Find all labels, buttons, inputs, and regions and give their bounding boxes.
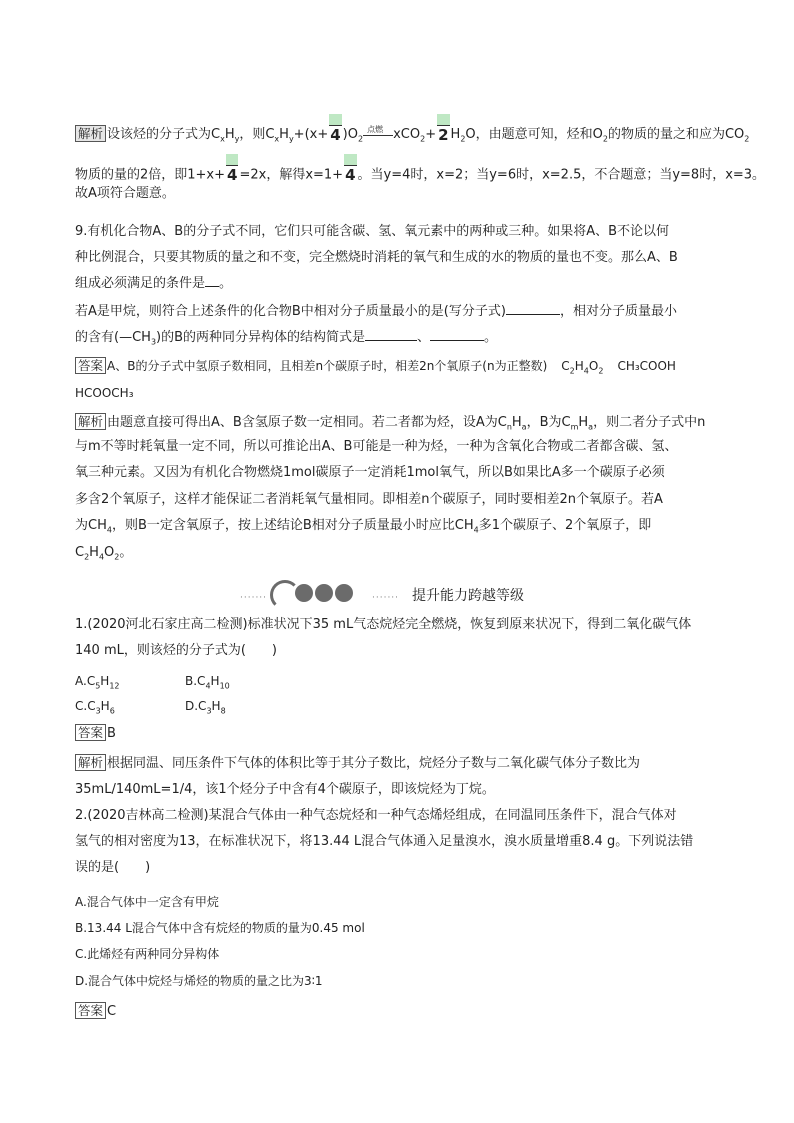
option-c[interactable]: $C.C_3H_6$ <box>75 699 115 716</box>
analysis-line-1: 解析 设该烃的分子式为$C_xH_y$，则$C_xH_y+(x+$ 4 )$O_2$ 点燃 xCO$_2$+ 2 $H_2O$，由题意可知，烃和$O_2$的物质的量之和应为$CO_2$ <box>75 125 749 143</box>
question-9-line-2: 种比例混合，只要其物质的量之和不变，完全燃烧时消耗的氧气和生成的水的物质的量也不变。那么A、B <box>75 250 678 265</box>
banner-dots: ······· <box>240 593 268 603</box>
option-d[interactable]: D.混合气体中烷烃与烯烃的物质的量之比为3∶1 <box>75 974 323 988</box>
question-1-line-2: 140 mL，则该烃的分子式为( ) <box>75 643 277 658</box>
question-1-analysis-line-2: 35mL/140mL=1/4，该1个烃分子中含有4个碳原子，即该烷烃为丁烷。 <box>75 782 495 797</box>
analysis-tag: 解析 <box>75 125 106 142</box>
question-9-line-4: 若A是甲烷，则符合上述条件的化合物B中相对分子质量最小的是(写分子式) ，相对分子质量最小 <box>75 304 677 319</box>
answer-blank[interactable] <box>506 314 560 315</box>
fraction-y-over-4: 4 <box>328 127 342 143</box>
question-2-line-2: 氢气的相对密度为13，在标准状况下，将13.44 L混合气体通入足量溴水，溴水质量增重8.4 g。下列说法错 <box>75 834 694 849</box>
question-2-answer: 答案 C <box>75 1002 116 1020</box>
option-b[interactable]: B.13.44 L混合气体中含有烷烃的物质的量为0.45 mol <box>75 921 365 935</box>
answer-tag: 答案 <box>75 1002 106 1019</box>
analysis-9-line-5: 为$CH_4$，则B一定含氧原子，按上述结论B相对分子质量最小时应比$CH_4$多1个碳原子、2个氧原子，即 <box>75 518 652 535</box>
fraction-y-over-2: 2 <box>436 127 450 143</box>
option-a[interactable]: A.混合气体中一定含有甲烷 <box>75 895 219 909</box>
question-9-line-5: 的含有$(—CH_3)$的B的两种同分异构体的结构简式是 、 。 <box>75 330 498 347</box>
question-1-answer: 答案 B <box>75 724 116 742</box>
answer-tag: 答案 <box>75 724 106 741</box>
question-2-line-1: 2.(2020吉林高二检测)某混合气体由一种气态烷烃和一种气态烯烃组成，在同温同压条件下，混合气体对 <box>75 808 677 823</box>
reaction-arrow: 点燃 <box>363 133 393 136</box>
analysis-9-line-1: 解析 由题意直接可得出A、B含氢原子数一定相同。若二者都为烃，设A为$C_nH_a$，B为$C_mH_a$，则二者分子式中n <box>75 413 705 431</box>
banner-dots: ······· <box>372 593 400 603</box>
answer-blank[interactable] <box>365 340 417 341</box>
option-a[interactable]: $A.C_5H_{12}$ <box>75 674 120 691</box>
banner-circle-icon <box>315 584 333 602</box>
answer-tag: 答案 <box>75 357 106 374</box>
question-1-options-ab <box>75 673 295 689</box>
question-1-line-1: 1.(2020河北石家庄高二检测)标准状况下35 mL气态烷烃完全燃烧，恢复到原来状况下，得到二氧化碳气体 <box>75 617 692 632</box>
analysis-9-line-3: 氧三种元素。又因为有机化合物燃烧1mol碳原子一定消耗1mol氧气，所以B如果比A多一个碳原子必须 <box>75 465 665 480</box>
analysis-tag: 解析 <box>75 754 106 771</box>
option-c[interactable]: C.此烯烃有两种同分异构体 <box>75 947 220 961</box>
analysis-9-line-4: 多含2个氧原子，这样才能保证二者消耗氧气量相同。即相差n个碳原子，同时要相差2n个氧原子。若A <box>75 492 663 507</box>
question-1-options-cd <box>75 698 295 714</box>
analysis-9-line-6: $C_2H_4O_2$。 <box>75 545 133 562</box>
analysis-tag: 解析 <box>75 413 106 430</box>
question-2-line-3: 误的是( ) <box>75 860 151 875</box>
banner-circle-icon <box>295 584 313 602</box>
option-b[interactable]: $B.C_4H_{10}$ <box>185 674 230 691</box>
analysis-9-line-2: 与m不等时耗氧量一定不同，所以可推论出A、B可能是一种为烃，一种为含氧化合物或二者都含碳、氢、 <box>75 439 678 454</box>
question-9-line-3: 组成必须满足的条件是 。 <box>75 276 233 291</box>
section-title: 提升能力跨越等级 <box>412 588 524 604</box>
answer-blank[interactable] <box>205 286 219 287</box>
answer-9-line-2: HCOOCH₃ <box>75 386 134 400</box>
banner-circle-icon <box>335 584 353 602</box>
option-d[interactable]: $D.C_3H_8$ <box>185 699 226 716</box>
analysis-line-3: 故A项符合题意。 <box>75 186 175 201</box>
section-banner <box>240 583 580 605</box>
fraction-y-over-4: 4 <box>343 167 357 183</box>
question-1-analysis-line-1: 解析 根据同温、同压条件下气体的体积比等于其分子数比，烷烃分子数与二氧化碳气体分子数比为 <box>75 754 640 772</box>
analysis-line-2: 物质的量的2倍，即1+x+ 4 =2x，解得x=1+ 4 。当y=4时，x=2；当y=6时，x=2.5，不合题意；当y=8时，x=3。 <box>75 167 765 184</box>
answer-blank[interactable] <box>430 340 484 341</box>
fraction-y-over-4: 4 <box>225 167 239 183</box>
question-9-line-1: 9.有机化合物A、B的分子式不同，它们只可能含碳、氢、氧元素中的两种或三种。如果将A、B不论以何 <box>75 224 670 239</box>
answer-9-line-1: 答案 A、B的分子式中氢原子数相同，且相差n个碳原子时，相差2n个氧原子(n为正整数) $C_2H_4O_2$ CH₃COOH <box>75 357 676 374</box>
